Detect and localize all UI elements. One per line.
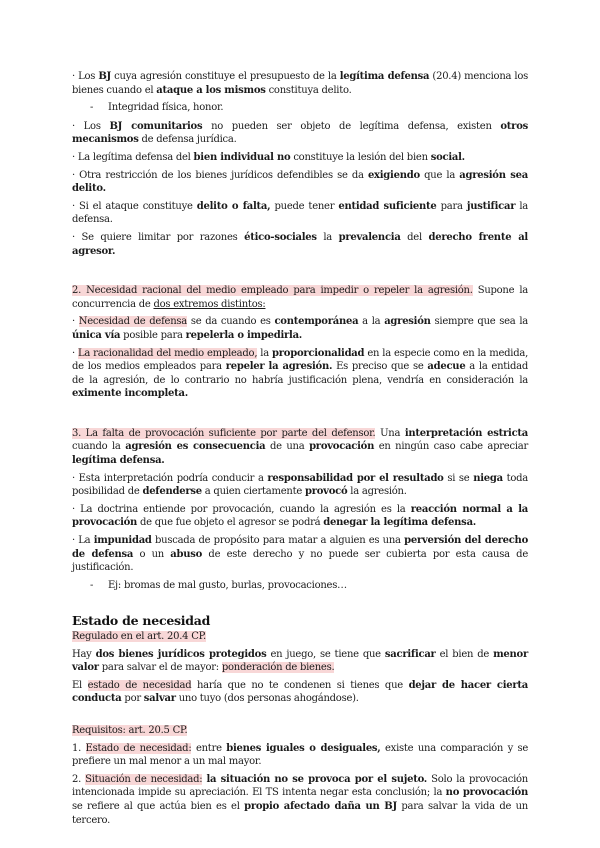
paragraph-delito-falta: · Si el ataque constituye delito o falta, puede tener entidad suficiente para justificar la defensa. [72,200,528,226]
list-item: - Ej: bromas de mal gusto, burlas, provocaciones… [90,579,347,591]
list-item: - Integridad física, honor. [90,102,224,114]
paragraph-restriccion: · Otra restricción de los bienes jurídicos defendibles se da exigiendo que la agresión sea delito. [72,169,528,195]
paragraph-regulado: Regulado en el art. 20.4 CP. [72,631,206,642]
paragraph-requisito-1: 1. Estado de necesidad: entre bienes iguales o desiguales, existe una comparación y se prefiere un mal menor a un mal mayor. [72,742,528,768]
paragraph-estado-necesidad: El estado de necesidad haría que no te condenen si tienes que dejar de hacer cierta conducta por salvar uno tuyo (dos personas ahogándose). [72,679,528,705]
paragraph-doctrina: · La doctrina entiende por provocación, cuando la agresión es la reacción normal a la provocación de que fue objeto el agresor se podrá denegar la legítima defensa. [72,503,528,529]
paragraph-racionalidad: · La racionalidad del medio empleado, la proporcionalidad en la especie como en la medida, de los medios empleados para repeler la agresión. Es preciso que se adecue a la entidad de la agresión, de lo contrario no habría justificación plena, vendría en consideración la eximente incompleta. [72,347,529,400]
paragraph-impunidad: · La impunidad buscada de propósito para matar a alguien es una perversión del derecho de defensa o un abuso de este derecho y no puede ser cubierta por esta causa de justificación. [72,535,528,574]
paragraph-bien-individual: · La legítima defensa del bien individual no constituye la lesión del bien social. [72,151,465,163]
paragraph-requisito-2: 2. Situación de necesidad: la situación no se provoca por el sujeto. Solo la provocación intencionada impide su apreciación. El TS intenta negar esta conclusión; la no provocación se refiere al que actúa bien es el propio afectado daña un BJ para salvar la vida de un tercero. [72,773,528,826]
heading-estado-necesidad: Estado de necesidad [72,613,211,629]
paragraph-dos-bienes: Hay dos bienes jurídicos protegidos en juego, se tiene que sacrificar el bien de menor valor para salvar el de mayor: ponderación de bienes. [72,648,528,674]
paragraph-requisitos: Requisitos: art. 20.5 CP. [72,724,188,736]
paragraph-bj-comunitarios: · Los BJ comunitarios no pueden ser objeto de legítima defensa, existen otros mecanismos de defensa jurídica. [72,120,528,146]
paragraph-falta-provocacion: 3. La falta de provocación suficiente por parte del defensor. Una interpretación estricta cuando la agresión es consecuencia de una provocación en ningún caso cabe apreciar legítima defensa. [72,427,529,467]
paragraph-responsabilidad: · Esta interpretación podría conducir a responsabilidad por el resultado si se niega toda posibilidad de defenderse a quien ciertamente provocó la agresión. [72,472,528,498]
paragraph-necesidad-racional: 2. Necesidad racional del medio empleado para impedir o repeler la agresión. Supone la concurrencia de dos extremos distintos: [72,285,528,310]
paragraph-etico-sociales: · Se quiere limitar por razones ético-sociales la prevalencia del derecho frente al agresor. [72,231,528,257]
paragraph-bj: · Los BJ cuya agresión constituye el presupuesto de la legítima defensa (20.4) menciona los bienes cuando el ataque a los mismos constituya delito. [72,71,528,96]
paragraph-necesidad-defensa: · Necesidad de defensa se da cuando es contemporánea a la agresión siempre que sea la única vía posible para repelerla o impedirla. [72,316,529,341]
